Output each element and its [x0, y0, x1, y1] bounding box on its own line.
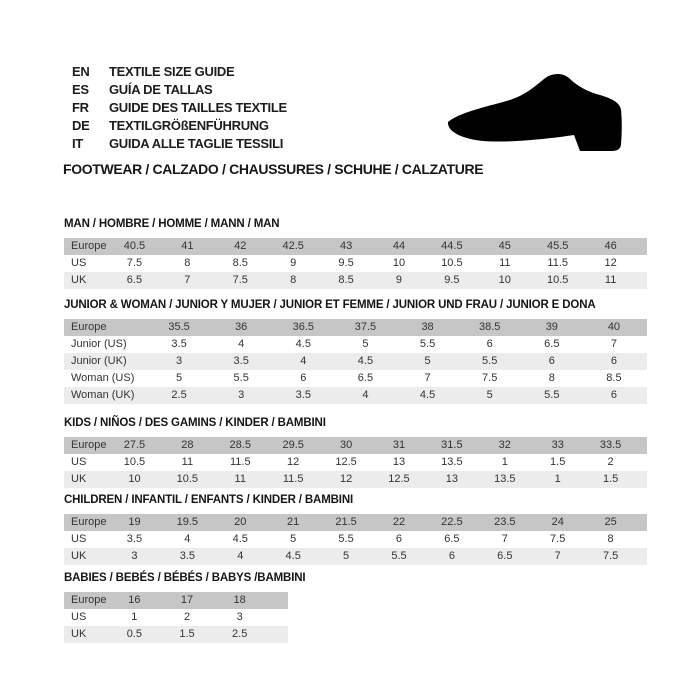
- size-value: 2: [607, 456, 614, 468]
- row-spacer: [266, 592, 288, 609]
- size-value: 10.5: [176, 473, 199, 485]
- table-row: [64, 471, 647, 488]
- section-title: JUNIOR & WOMAN / JUNIOR Y MUJER / JUNIOR ET FEMME / JUNIOR UND FRAU / JUNIOR E DONA: [64, 299, 596, 311]
- size-value: 10.5: [441, 257, 463, 269]
- size-value: 37.5: [354, 321, 377, 333]
- size-value: 21: [287, 516, 300, 528]
- size-value: 3.5: [233, 355, 249, 367]
- size-value: 13.5: [494, 473, 516, 485]
- row-spacer: [645, 370, 647, 387]
- size-value: 6.5: [126, 274, 143, 286]
- row-label: Europe: [71, 240, 107, 252]
- row-spacer: [637, 437, 647, 454]
- size-value: 32: [498, 439, 511, 451]
- language-label: GUÍA DE TALLAS: [109, 82, 213, 97]
- size-value: 21.5: [335, 516, 357, 528]
- size-value: 6.5: [357, 372, 374, 384]
- row-label: Europe: [71, 516, 107, 528]
- size-value: 39: [545, 321, 558, 333]
- size-value: 38.5: [478, 321, 501, 333]
- table-row: [64, 238, 647, 255]
- row-spacer: [645, 387, 647, 404]
- size-value: 6.5: [444, 533, 460, 545]
- row-label: Woman (US): [71, 372, 135, 384]
- section-title: KIDS / NIÑOS / DES GAMINS / KINDER / BAMBINI: [64, 417, 326, 429]
- size-value: 41: [181, 240, 194, 252]
- language-code: EN: [72, 64, 90, 79]
- size-value: 45.5: [546, 240, 569, 252]
- size-value: 3: [131, 550, 138, 562]
- size-value: 36.5: [292, 321, 315, 333]
- row-label: UK: [71, 550, 87, 562]
- row-spacer: [637, 531, 647, 548]
- row-label: UK: [71, 628, 87, 640]
- size-value: 1.5: [550, 456, 566, 468]
- table-row: [64, 454, 647, 471]
- language-code: DE: [72, 118, 90, 133]
- row-label: UK: [71, 274, 87, 286]
- size-value: 6: [610, 389, 617, 401]
- row-spacer: [637, 514, 647, 531]
- section-title: BABIES / BEBÉS / BÉBÉS / BABYS /BAMBINI: [64, 572, 306, 584]
- dress-shoe-icon: [445, 66, 645, 161]
- size-value: 0.5: [126, 628, 142, 640]
- size-value: 3.5: [126, 533, 143, 545]
- row-spacer: [266, 609, 288, 626]
- section-title: MAN / HOMBRE / HOMME / MANN / MAN: [64, 218, 280, 230]
- row-spacer: [637, 272, 647, 289]
- section-title: CHILDREN / INFANTIL / ENFANTS / KINDER / BAMBINI: [64, 494, 354, 506]
- size-value: 6: [548, 355, 555, 367]
- size-value: 5: [362, 338, 369, 350]
- size-value: 2: [183, 611, 191, 623]
- row-spacer: [645, 353, 647, 370]
- size-value: 11.5: [229, 456, 251, 468]
- row-label: Europe: [71, 321, 107, 333]
- size-value: 31: [392, 439, 406, 451]
- row-label: US: [71, 611, 87, 623]
- category-title: FOOTWEAR / CALZADO / CHAUSSURES / SCHUHE / CALZATURE: [63, 161, 484, 177]
- size-value: 8.5: [606, 372, 622, 384]
- table-row: [64, 272, 647, 289]
- size-value: 10: [498, 274, 511, 286]
- language-code: FR: [72, 100, 89, 115]
- size-value: 8: [290, 274, 297, 286]
- size-value: 42: [234, 240, 247, 252]
- size-value: 4.5: [295, 338, 311, 350]
- row-spacer: [637, 238, 647, 255]
- table-row: [64, 514, 647, 531]
- size-value: 18: [233, 594, 246, 606]
- size-value: 5.5: [338, 533, 354, 545]
- size-value: 4: [362, 389, 369, 401]
- size-value: 16: [128, 594, 141, 606]
- size-value: 11: [499, 257, 511, 269]
- size-table-kids: [64, 437, 647, 488]
- size-value: 7: [610, 338, 617, 350]
- size-value: 10.5: [123, 456, 146, 468]
- size-value: 7: [424, 372, 431, 384]
- language-list: [72, 63, 287, 153]
- row-label: US: [71, 257, 87, 269]
- size-value: 42.5: [282, 240, 304, 252]
- size-value: 35.5: [168, 321, 190, 333]
- language-row-es: [72, 81, 287, 99]
- size-value: 11: [234, 473, 246, 485]
- size-value: 5.5: [482, 355, 498, 367]
- size-value: 6.5: [497, 550, 513, 562]
- language-row-fr: [72, 99, 287, 117]
- size-value: 7: [501, 533, 508, 545]
- size-value: 2.5: [171, 389, 187, 401]
- row-spacer: [637, 471, 647, 488]
- size-value: 5.5: [233, 372, 249, 384]
- size-value: 33: [551, 439, 564, 451]
- size-value: 4.5: [285, 550, 301, 562]
- size-value: 4: [184, 533, 191, 545]
- size-value: 6: [300, 372, 307, 384]
- size-value: 8.5: [338, 274, 354, 286]
- size-value: 9.5: [338, 257, 354, 269]
- table-row: [64, 353, 647, 370]
- size-value: 4: [238, 338, 245, 350]
- size-value: 3.5: [179, 550, 195, 562]
- size-value: 24: [551, 516, 564, 528]
- size-value: 38: [421, 321, 434, 333]
- table-row: [64, 437, 647, 454]
- size-value: 12: [604, 257, 617, 269]
- size-value: 13.5: [441, 456, 463, 468]
- row-spacer: [637, 548, 647, 565]
- size-value: 22.5: [441, 516, 463, 528]
- table-row: [64, 592, 288, 609]
- size-value: 1.5: [602, 473, 619, 485]
- size-value: 13: [392, 456, 406, 468]
- size-value: 10: [392, 257, 406, 269]
- row-label: US: [71, 533, 87, 545]
- table-row: [64, 370, 647, 387]
- language-label: GUIDA ALLE TAGLIE TESSILI: [109, 136, 284, 151]
- size-value: 19: [128, 516, 141, 528]
- size-value: 22: [392, 516, 406, 528]
- size-value: 5.5: [544, 389, 560, 401]
- size-value: 3.5: [295, 389, 311, 401]
- size-section-man: [64, 217, 647, 289]
- size-value: 7.5: [550, 533, 566, 545]
- size-value: 5.5: [419, 338, 436, 350]
- size-value: 9: [395, 274, 403, 286]
- size-value: 8: [184, 257, 191, 269]
- size-value: 19.5: [176, 516, 199, 528]
- size-value: 9.5: [444, 274, 460, 286]
- size-value: 7: [554, 550, 561, 562]
- shoe-silhouette: [448, 74, 622, 151]
- size-value: 3: [176, 355, 183, 367]
- size-value: 6: [610, 355, 617, 367]
- size-value: 3.5: [171, 338, 187, 350]
- row-label: US: [71, 456, 87, 468]
- size-value: 28.5: [229, 439, 251, 451]
- size-value: 44.5: [441, 240, 463, 252]
- size-value: 36: [235, 321, 248, 333]
- row-spacer: [266, 626, 288, 643]
- table-row: [64, 626, 288, 643]
- size-value: 12: [287, 456, 300, 468]
- size-value: 4.5: [232, 533, 248, 545]
- size-value: 9: [290, 257, 297, 269]
- size-value: 7: [184, 274, 191, 286]
- size-value: 6: [448, 550, 455, 562]
- language-label: TEXTILGRÖßENFÜHRUNG: [109, 118, 269, 133]
- size-section-children: [64, 493, 647, 565]
- size-value: 11: [181, 456, 194, 468]
- language-label: GUIDE DES TAILLES TEXTILE: [109, 100, 287, 115]
- size-value: 6: [395, 533, 403, 545]
- size-value: 27.5: [123, 439, 146, 451]
- size-value: 43: [339, 240, 353, 252]
- size-value: 40: [607, 321, 621, 333]
- size-value: 13: [445, 473, 459, 485]
- row-label: Junior (UK): [71, 355, 127, 367]
- language-label: TEXTILE SIZE GUIDE: [109, 64, 235, 79]
- size-value: 1.5: [179, 628, 195, 640]
- size-value: 7.5: [126, 257, 143, 269]
- size-value: 25: [604, 516, 617, 528]
- size-value: 8.5: [232, 257, 248, 269]
- size-value: 1: [554, 473, 561, 485]
- size-value: 4.5: [419, 389, 436, 401]
- size-value: 12: [339, 473, 353, 485]
- size-value: 12.5: [335, 456, 357, 468]
- size-value: 5: [176, 372, 183, 384]
- row-label: Europe: [71, 594, 107, 606]
- size-value: 4.5: [357, 355, 374, 367]
- row-label: Junior (US): [71, 338, 127, 350]
- size-value: 10: [128, 473, 141, 485]
- size-table-junior: [64, 319, 647, 404]
- size-value: 44: [392, 240, 406, 252]
- size-value: 5.5: [391, 550, 407, 562]
- size-value: 3: [236, 611, 243, 623]
- size-section-kids: [64, 416, 647, 488]
- row-spacer: [645, 336, 647, 353]
- size-value: 8: [607, 533, 614, 545]
- row-spacer: [637, 454, 647, 471]
- size-table-man: [64, 238, 647, 289]
- row-spacer: [637, 255, 647, 272]
- size-value: 1: [501, 456, 508, 468]
- size-value: 3: [238, 389, 245, 401]
- size-value: 5: [343, 550, 350, 562]
- size-value: 6.5: [544, 338, 560, 350]
- table-row: [64, 255, 647, 272]
- size-value: 20: [234, 516, 247, 528]
- size-value: 40.5: [123, 240, 146, 252]
- language-row-en: [72, 63, 287, 81]
- size-value: 5: [290, 533, 297, 545]
- size-value: 4: [300, 355, 307, 367]
- table-row: [64, 319, 647, 336]
- table-row: [64, 336, 647, 353]
- size-value: 12.5: [388, 473, 410, 485]
- language-code: ES: [72, 82, 89, 97]
- size-table-children: [64, 514, 647, 565]
- size-value: 30: [339, 439, 353, 451]
- row-spacer: [645, 319, 647, 336]
- size-value: 11: [604, 274, 617, 286]
- size-value: 10.5: [546, 274, 569, 286]
- row-label: Woman (UK): [71, 389, 135, 401]
- size-value: 28: [181, 439, 194, 451]
- language-row-it: [72, 135, 287, 153]
- language-code: IT: [72, 136, 83, 151]
- size-section-junior: [64, 298, 647, 404]
- size-value: 29.5: [282, 439, 304, 451]
- size-section-babies: [64, 571, 647, 643]
- size-value: 8: [548, 372, 555, 384]
- table-row: [64, 531, 647, 548]
- row-label: Europe: [71, 439, 107, 451]
- size-value: 2.5: [232, 628, 248, 640]
- size-value: 11.5: [282, 473, 304, 485]
- size-value: 33.5: [599, 439, 622, 451]
- size-value: 1: [131, 611, 138, 623]
- size-value: 5: [424, 355, 431, 367]
- table-row: [64, 609, 288, 626]
- table-row: [64, 387, 647, 404]
- size-table-babies: [64, 592, 288, 643]
- row-label: UK: [71, 473, 87, 485]
- size-value: 17: [180, 594, 194, 606]
- language-row-de: [72, 117, 287, 135]
- size-value: 7.5: [482, 372, 498, 384]
- size-value: 11.5: [547, 257, 568, 269]
- size-value: 46: [604, 240, 617, 252]
- size-value: 23.5: [494, 516, 516, 528]
- size-value: 4: [237, 550, 244, 562]
- size-value: 5: [486, 389, 493, 401]
- size-value: 31.5: [441, 439, 463, 451]
- table-row: [64, 548, 647, 565]
- size-value: 6: [486, 338, 493, 350]
- size-value: 7.5: [602, 550, 619, 562]
- size-value: 7.5: [232, 274, 248, 286]
- size-value: 45: [498, 240, 511, 252]
